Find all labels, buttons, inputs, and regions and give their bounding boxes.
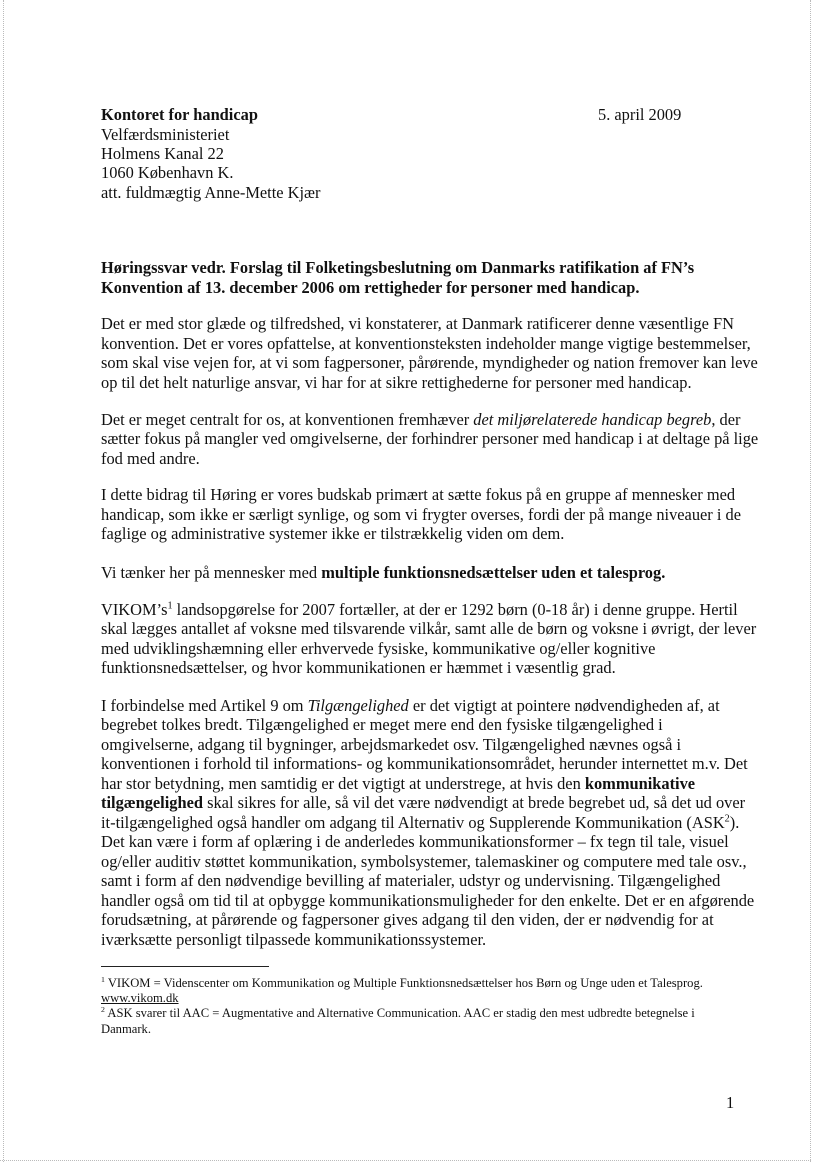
text-line: [101, 735, 681, 754]
scan-edge-right: [810, 0, 811, 1162]
text-line: [101, 891, 754, 910]
text-line: [101, 754, 748, 773]
text-line: [101, 813, 739, 832]
text-line: [101, 871, 720, 890]
footnote-marker: 1: [167, 600, 173, 612]
text-segment: VIKOM = Videnscenter om Kommunikation og Multiple Funktionsnedsættelser hos Børn og Unge uden et Talesprog.: [104, 976, 703, 990]
footnote-line: [101, 991, 179, 1006]
text-line: [101, 910, 714, 929]
text-segment: Vi tænker her på mennesker med: [101, 563, 322, 582]
text-line: [101, 485, 735, 504]
text-segment: VIKOM’s: [101, 600, 168, 619]
text-segment: handicap, som ikke er særligt synlige, og som vi frygter overses, fordi der på mange niveauer i de: [101, 505, 741, 524]
text-segment: funktionsnedsættelser, og hvor kommunikationen er hæmmet i væsentlig grad.: [101, 658, 616, 677]
text-line: [101, 505, 741, 524]
text-line: [101, 429, 758, 448]
text-segment: har stor betydning, men samtidig er det vigtigt at understrege, at hvis den: [101, 774, 585, 793]
footnote-line: [101, 1022, 151, 1037]
text-line: [101, 563, 665, 582]
text-line: [101, 373, 692, 392]
scan-edge-bottom: [0, 1160, 811, 1161]
text-line: [101, 314, 734, 333]
text-segment: med udviklingshæmning eller erhvervede fysiske, kommunikative og/eller kognitive: [101, 639, 656, 658]
text-line: [101, 144, 224, 163]
text-segment: ASK svarer til AAC = Augmentative and Alternative Communication. AAC er stadig den mest udbredte betegnelse i: [104, 1006, 695, 1020]
text-segment: Konvention af 13. december 2006 om rettigheder for personer med handicap.: [101, 278, 640, 297]
text-segment: omgivelserne, adgang til bygninger, arbejdsmarkedet osv. Tilgængelighed nævnes også i: [101, 735, 682, 754]
footnote-marker: 1: [101, 974, 105, 984]
text-line: [101, 410, 740, 429]
footnote-link[interactable]: www.vikom.dk: [101, 991, 179, 1005]
footnote-marker: 2: [101, 1004, 105, 1014]
text-line: [101, 163, 233, 182]
text-segment: ).: [729, 813, 740, 832]
text-line: [101, 278, 639, 297]
text-segment: Danmark.: [101, 1022, 152, 1036]
text-segment: Det er med stor glæde og tilfredshed, vi konstaterer, at Danmark ratificerer denne væsentlige FN: [101, 314, 734, 333]
footnote-marker: 2: [724, 813, 730, 825]
text-segment: , der: [711, 410, 741, 429]
text-segment: samt i form af den nødvendige bevilling af materialer, udstyr og undervisning. Tilgængelighed: [101, 871, 721, 890]
text-segment: Det er meget centralt for os, at konventionen fremhæver: [101, 410, 474, 429]
text-segment: att. fuldmægtig Anne-Mette Kjær: [101, 183, 321, 202]
text-line: [101, 600, 738, 619]
text-segment: tilgængelighed: [101, 793, 203, 812]
text-segment: 1060 København K.: [101, 163, 234, 182]
text-segment: konventionen i forhold til informations- og kommunikationsområdet, herunder internettet m.v. Det: [101, 754, 748, 773]
text-line: [101, 793, 745, 812]
text-line: [101, 524, 564, 543]
text-line: [101, 334, 751, 353]
text-segment: Kontoret for handicap: [101, 105, 258, 124]
text-segment: og/eller auditiv støttet kommunikation, symbolsystemer, talemaskiner og computere med tale osv.,: [101, 852, 747, 871]
text-segment: er det vigtigt at pointere nødvendigheden af, at: [408, 696, 720, 715]
text-segment: Det kan være i form af oplæring i de anderledes kommunikationsformer – fx tegn til tale, visuel: [101, 832, 729, 851]
footnote-line: [101, 1006, 695, 1021]
scan-edge-left: [3, 0, 4, 1162]
text-segment: Tilgængelighed: [307, 696, 409, 715]
text-segment: som skal vise vejen for, at vi som fagpersoner, pårørende, myndigheder og nation fremover kan leve: [101, 353, 758, 372]
text-segment: det miljørelaterede handicap begreb: [473, 410, 712, 429]
text-line: [101, 930, 486, 949]
text-segment: it-tilgængelighed også handler om adgang til Alternativ og Supplerende Kommunikation (ASK: [101, 813, 725, 832]
text-line: [101, 258, 694, 277]
text-line: [101, 658, 616, 677]
footnote-line: [101, 976, 703, 991]
text-segment: I dette bidrag til Høring er vores budskab primært at sætte fokus på en gruppe af mennesker med: [101, 485, 736, 504]
page-number: 1: [726, 1093, 735, 1112]
text-segment: forudsætning, at pårørende og fagpersoner gives adgang til den viden, der er nødvendig for at: [101, 910, 714, 929]
text-segment: Holmens Kanal 22: [101, 144, 224, 163]
text-segment: skal sikres for alle, så vil det være nødvendigt at brede begrebet ud, så det ud over: [203, 793, 746, 812]
text-segment: landsopgørelse for 2007 fortæller, at der er 1292 børn (0-18 år) i denne gruppe. Hertil: [172, 600, 738, 619]
text-line: [101, 125, 229, 144]
text-segment: handler også om tid til at opbygge kommunikationsmuligheder for den enkelte. Det er en afgørende: [101, 891, 755, 910]
text-segment: sætter fokus på mangler ved omgivelserne, der forhindrer personer med handicap i at deltage på lige: [101, 429, 759, 448]
text-segment: op til det helt naturlige ansvar, vi har for at sikre rettighederne for personer med handicap.: [101, 373, 692, 392]
text-line: [101, 183, 320, 202]
text-segment: begrebet tolkes bredt. Tilgængelighed er meget mere end den fysiske tilgængelighed i: [101, 715, 663, 734]
text-segment: I forbindelse med Artikel 9 om: [101, 696, 308, 715]
text-segment: multiple funktionsnedsættelser uden et talesprog.: [321, 563, 666, 582]
text-line: [101, 353, 758, 372]
text-line: [101, 715, 663, 734]
text-line: [101, 774, 695, 793]
footnote-rule: [101, 966, 269, 967]
text-line: [101, 449, 200, 468]
text-line: [101, 639, 655, 658]
text-segment: iværksætte personligt tilpassede kommunikationssystemer.: [101, 930, 487, 949]
text-segment: Høringssvar vedr. Forslag til Folketingsbeslutning om Danmarks ratifikation af FN’s: [101, 258, 695, 277]
text-segment: konvention. Det er vores opfattelse, at konventionsteksten indeholder mange vigtige bestemmelser,: [101, 334, 751, 353]
text-line: [101, 619, 756, 638]
text-segment: Velfærdsministeriet: [101, 125, 230, 144]
text-line: [101, 696, 720, 715]
text-line: [101, 832, 729, 851]
text-segment: kommunikative: [584, 774, 696, 793]
text-segment: skal lægges antallet af voksne med tilsvarende vilkår, samt alle de børn og voksne i øvrigt, der lever: [101, 619, 757, 638]
text-segment: faglige og administrative systemer ikke er tilstrækkelig viden om dem.: [101, 524, 565, 543]
letter-date: 5. april 2009: [598, 105, 682, 124]
text-segment: fod med andre.: [101, 449, 200, 468]
text-line: [101, 105, 258, 124]
text-line: [101, 852, 747, 871]
